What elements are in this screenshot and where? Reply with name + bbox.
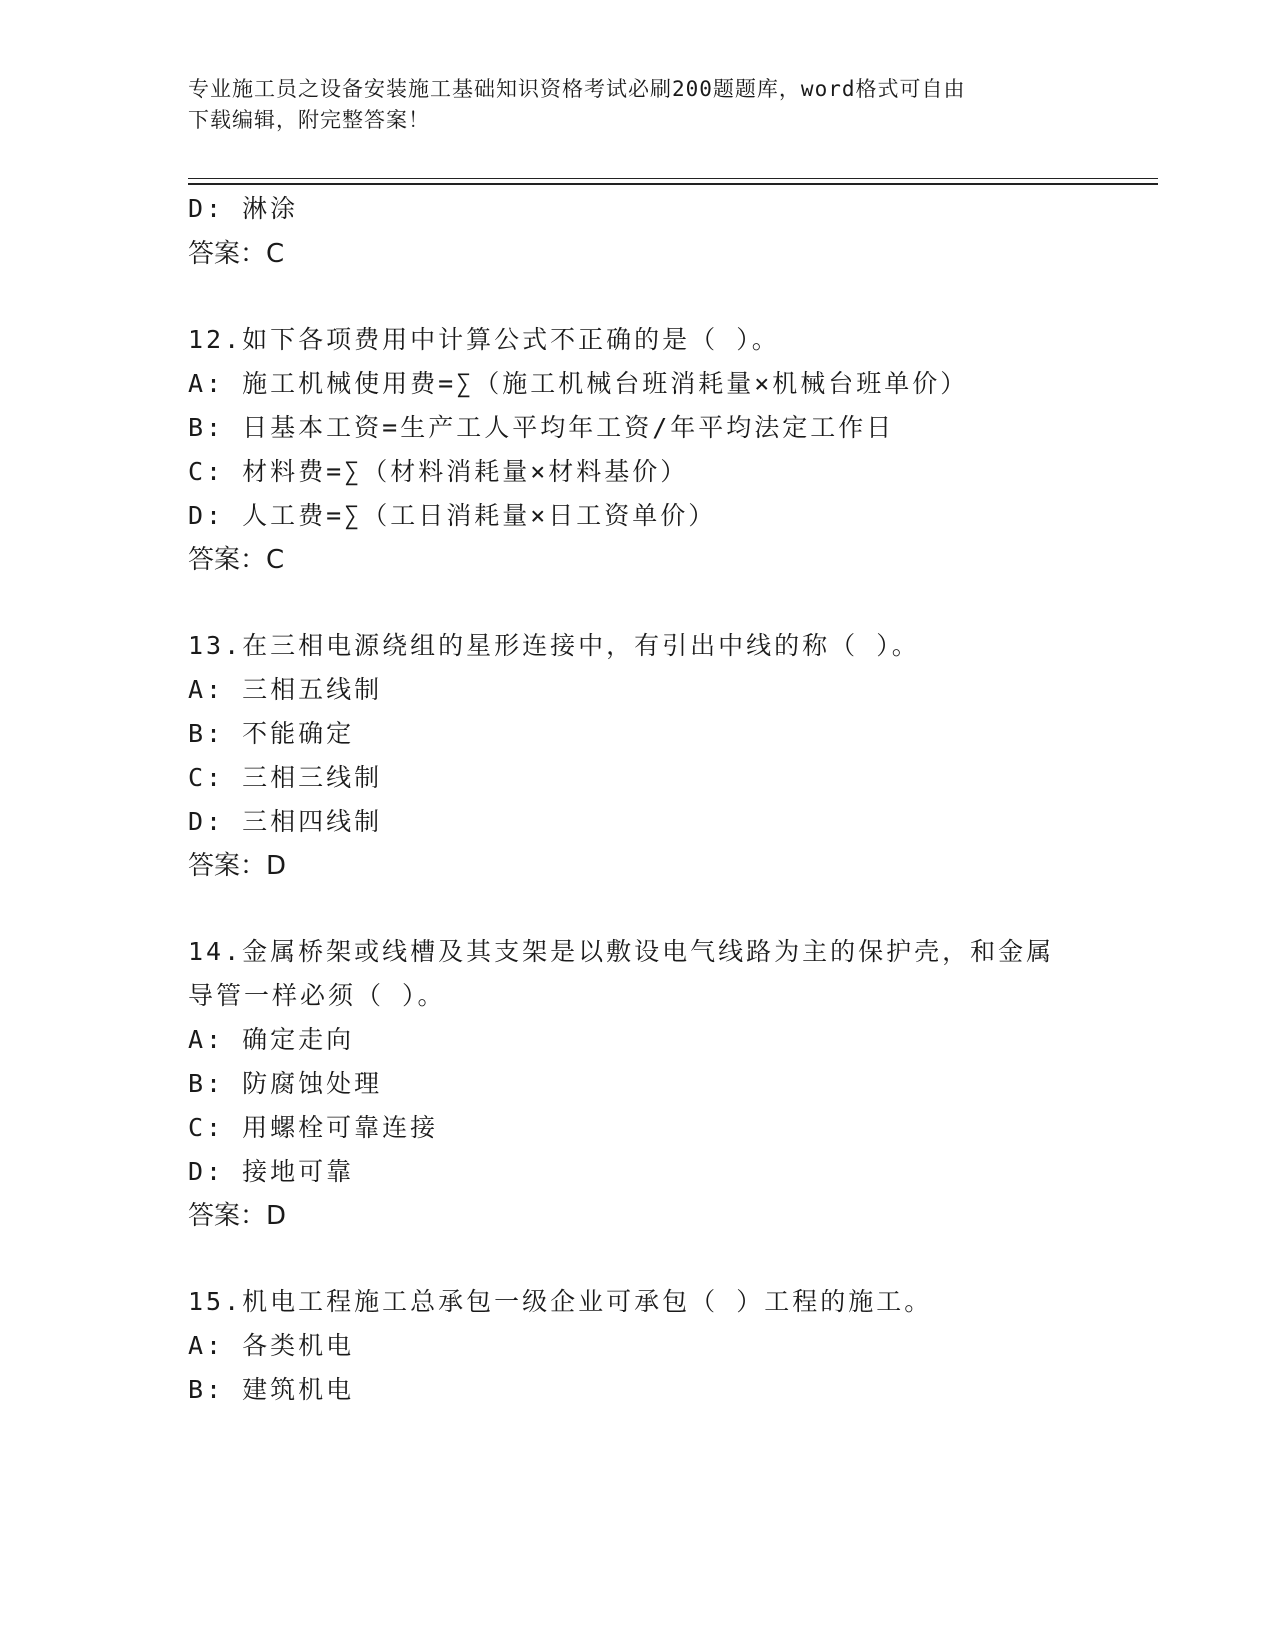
q15-stem: 15.机电工程施工总承包一级企业可承包（ ）工程的施工。 — [188, 1287, 933, 1316]
q15-option-b: B: 建筑机电 — [188, 1375, 355, 1404]
document-header — [188, 74, 1068, 136]
q12-stem: 12.如下各项费用中计算公式不正确的是（ ）。 — [188, 325, 780, 354]
q14-stem-line-2: 导管一样必须（ ）。 — [188, 981, 446, 1010]
header-line-1: 专业施工员之设备安装施工基础知识资格考试必刷200题题库，word格式可自由 — [188, 77, 966, 101]
q13-stem: 13.在三相电源绕组的星形连接中，有引出中线的称（ ）。 — [188, 631, 920, 660]
prev-option-d: D: 淋涂 — [188, 194, 299, 223]
q13-option-b: B: 不能确定 — [188, 719, 355, 748]
q14-stem-line-1: 14.金属桥架或线槽及其支架是以敷设电气线路为主的保护壳，和金属 — [188, 937, 1055, 966]
header-line-2: 下载编辑，附完整答案！ — [188, 108, 430, 132]
q12-option-b: B: 日基本工资=生产工人平均年工资/年平均法定工作日 — [188, 413, 895, 442]
q14-option-a: A: 确定走向 — [188, 1025, 355, 1054]
q12-option-c: C: 材料费=∑（材料消耗量×材料基价） — [188, 457, 689, 486]
q15-option-a: A: 各类机电 — [188, 1331, 355, 1360]
q14-option-c: C: 用螺栓可靠连接 — [188, 1113, 439, 1142]
q12-option-a: A: 施工机械使用费=∑（施工机械台班消耗量×机械台班单价） — [188, 369, 969, 398]
prev-answer: 答案：C — [188, 239, 285, 269]
header-rule-thin — [188, 178, 1158, 179]
q13-option-c: C: 三相三线制 — [188, 763, 383, 792]
header-rule-thick — [188, 183, 1158, 185]
q14-option-b: B: 防腐蚀处理 — [188, 1069, 383, 1098]
q12-option-d: D: 人工费=∑（工日消耗量×日工资单价） — [188, 501, 717, 530]
q13-option-d: D: 三相四线制 — [188, 807, 383, 836]
q14-option-d: D: 接地可靠 — [188, 1157, 355, 1186]
q12-answer: 答案：C — [188, 545, 285, 575]
q13-option-a: A: 三相五线制 — [188, 675, 383, 704]
q13-answer: 答案：D — [188, 851, 287, 881]
q14-answer: 答案：D — [188, 1201, 287, 1231]
